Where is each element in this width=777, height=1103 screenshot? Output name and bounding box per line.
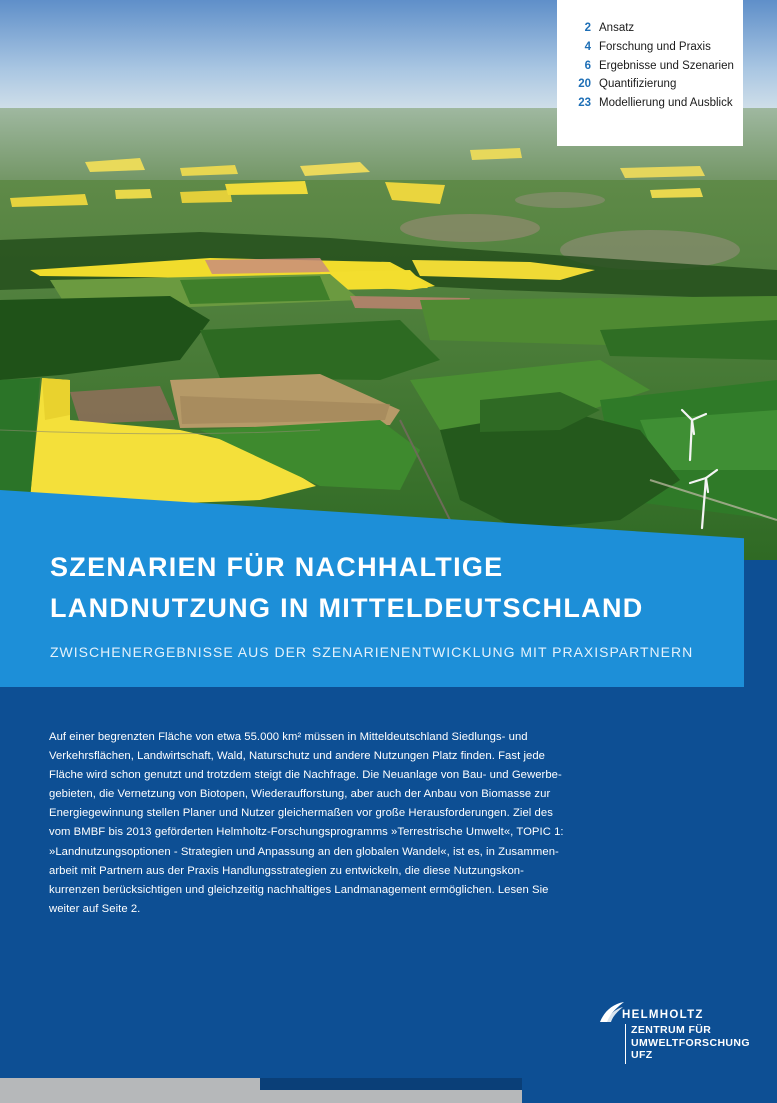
toc-item[interactable] — [567, 60, 743, 79]
toc-page-number: 23 — [578, 97, 591, 110]
toc-item[interactable] — [567, 41, 743, 60]
footer-stripe — [522, 1078, 777, 1103]
intro-line: arbeit mit Partnern aus der Praxis Handlungsstrategien zu entwickeln, die diese Nutzungskon- — [49, 864, 524, 877]
toc-label: Modellierung und Ausblick — [599, 97, 733, 110]
table-of-contents — [557, 0, 743, 146]
footer-stripe — [0, 1078, 260, 1103]
logo-helmholtz-text: HELMHOLTZ — [622, 1009, 704, 1021]
intro-line: Auf einer begrenzten Fläche von etwa 55.000 km² müssen in Mitteldeutschland Siedlungs- und — [49, 731, 528, 743]
intro-line: Fläche wird schon genutzt und trotzdem steigt die Nachfrage. Die Neuanlage von Bau- und Gewerbe- — [49, 769, 562, 782]
helmholtz-ufz-logo — [598, 998, 758, 1068]
intro-paragraph — [49, 728, 581, 919]
toc-page-number: 20 — [578, 78, 591, 91]
logo-subtitle-line: UFZ — [631, 1049, 653, 1061]
intro-line: »Landnutzungsoptionen - Strategien und Anpassung an den globalen Wandel«, ist es, in Zusammen- — [49, 845, 559, 858]
toc-item[interactable] — [567, 22, 743, 41]
toc-page-number: 2 — [584, 22, 591, 34]
logo-subtitle-line: ZENTRUM FÜR — [631, 1024, 712, 1036]
intro-line: gebieten, die Vernetzung von Biotopen, Wiederaufforstung, aber auch der Anbau von Biomasse zur — [49, 788, 551, 801]
intro-line: Energiegewinnung stellen Planer und Nutzer gleichermaßen vor große Herausforderungen. Ziel des — [49, 807, 553, 820]
toc-item[interactable] — [567, 78, 743, 97]
intro-line: vom BMBF bis 2013 geförderten Helmholtz-Forschungsprogramms »Terrestrische Umwelt«, TOPIC 1: — [49, 826, 564, 839]
toc-page-number: 4 — [584, 40, 591, 53]
title-line: SZENARIEN FÜR NACHHALTIGE — [50, 552, 504, 582]
page-subtitle: ZWISCHENERGEBNISSE AUS DER SZENARIENENTWICKLUNG MIT PRAXISPARTNERN — [50, 644, 694, 660]
toc-label: Ansatz — [599, 22, 635, 34]
toc-page-number: 6 — [584, 59, 591, 72]
toc-label: Quantifizierung — [599, 78, 677, 91]
title-line: LANDNUTZUNG IN MITTELDEUTSCHLAND — [50, 593, 644, 623]
intro-line: Verkehrsflächen, Landwirtschaft, Wald, Naturschutz und andere Nutzungen Platz finden. Fast jede — [49, 750, 546, 763]
logo-subtitle-line: UMWELTFORSCHUNG — [631, 1036, 750, 1049]
toc-label: Forschung und Praxis — [599, 40, 711, 53]
intro-line: kurrenzen berücksichtigen und gleichzeitig nachhaltiges Landmanagement ermöglichen. Lesen Sie — [49, 883, 549, 896]
toc-item[interactable] — [567, 97, 743, 116]
toc-label: Ergebnisse und Szenarien — [599, 59, 734, 72]
footer-stripe — [260, 1090, 522, 1103]
logo-subtitle — [631, 1024, 750, 1062]
logo-divider — [625, 1024, 626, 1064]
intro-line: weiter auf Seite 2. — [49, 902, 141, 915]
page-title — [50, 547, 740, 629]
